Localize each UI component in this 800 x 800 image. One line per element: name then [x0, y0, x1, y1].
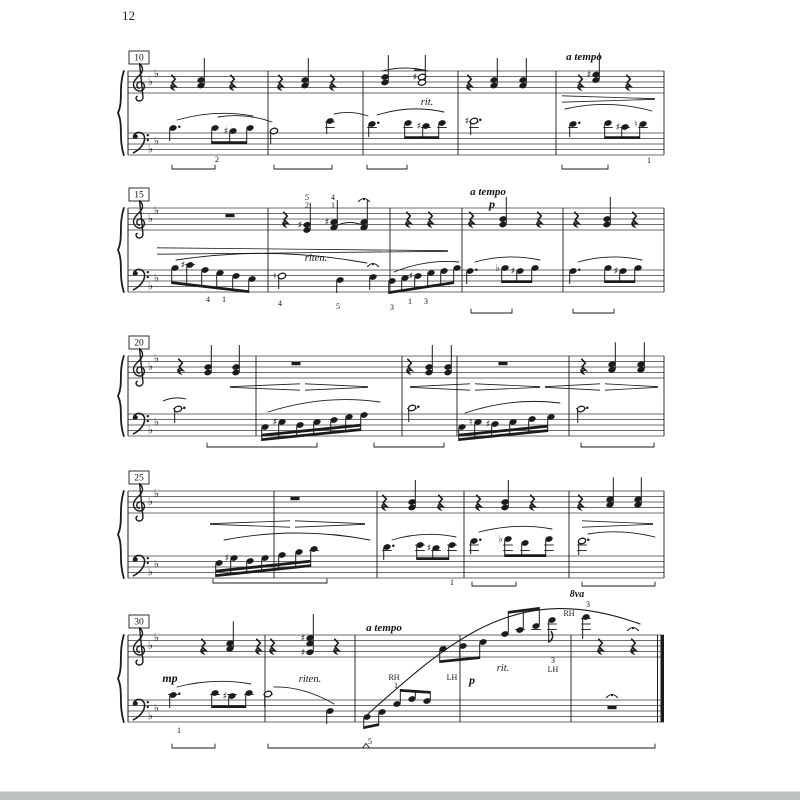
fingering-number: 1	[222, 295, 226, 304]
path	[118, 356, 124, 436]
key-flat: ♭	[153, 486, 160, 500]
accidental-natural: ♮	[634, 119, 638, 131]
key-flat: ♭	[153, 351, 160, 365]
slur	[475, 257, 540, 262]
key-flat: ♭	[153, 271, 160, 285]
measure-number: 15	[134, 190, 144, 201]
measure-number: 10	[134, 53, 144, 64]
decrescendo-hairpin	[475, 384, 540, 387]
accidental-sharp: ♯	[613, 266, 619, 278]
pedal-bracket	[582, 582, 655, 586]
measure-number: 25	[134, 473, 144, 484]
accidental-flat: ♭	[495, 263, 501, 275]
accidental-sharp: ♯	[223, 126, 229, 138]
accidental-sharp: ♯	[324, 217, 330, 229]
path	[133, 349, 144, 376]
path	[133, 64, 144, 91]
augmentation-dot	[392, 545, 395, 548]
slur	[465, 401, 560, 413]
fingering-number: 3	[586, 600, 590, 609]
crescendo-hairpin	[545, 384, 600, 387]
whole-rest	[226, 214, 235, 217]
fingering-number: 1	[647, 156, 651, 165]
key-flat: ♭	[147, 279, 154, 293]
brace	[118, 356, 124, 436]
accidental-flat: ♭	[498, 534, 504, 546]
ritardando-marking: riten.	[298, 674, 322, 685]
slur	[578, 257, 642, 262]
pedal-bracket	[374, 443, 444, 447]
augmentation-dot	[377, 122, 380, 125]
fingering-number: 2	[215, 155, 219, 164]
fingering-number: RH	[563, 609, 575, 618]
pedal-bracket	[172, 744, 215, 748]
beam	[502, 280, 532, 283]
decrescendo-hairpin	[605, 384, 658, 387]
augmentation-dot	[417, 406, 420, 409]
decrescendo-hairpin	[305, 384, 368, 387]
decrescendo-hairpin	[475, 387, 540, 390]
accidental-sharp: ♯	[426, 543, 432, 555]
ritardando-marking: riten.	[304, 253, 328, 264]
beam	[212, 705, 246, 708]
augmentation-dot	[578, 122, 581, 125]
fingering-number: LH	[446, 673, 458, 682]
fingering-number: 3	[424, 297, 428, 306]
pedal-bracket	[472, 582, 516, 586]
crescendo-hairpin	[230, 387, 300, 390]
augmentation-dot	[183, 407, 186, 410]
ritardando-marking: rit.	[420, 97, 434, 108]
key-flat: ♭	[147, 212, 154, 226]
key-flat: ♭	[147, 495, 154, 509]
slur	[588, 532, 655, 537]
brace	[118, 635, 124, 722]
fingering-number: 4	[278, 299, 282, 308]
grand-staff-system-20	[118, 336, 664, 447]
pedal-bracket	[367, 165, 407, 169]
key-flat: ♭	[153, 415, 160, 429]
crescendo-hairpin	[210, 521, 290, 524]
path	[118, 491, 124, 578]
beam	[605, 280, 635, 283]
fermata	[359, 198, 370, 201]
slur	[177, 681, 251, 687]
octave-marking: 8va	[569, 589, 585, 600]
beam	[605, 136, 640, 139]
key-flat: ♭	[147, 75, 154, 89]
fingering-number: 4	[206, 295, 210, 304]
beam	[505, 554, 546, 557]
brace	[118, 71, 124, 155]
pedal-bracket	[172, 165, 215, 169]
accidental-sharp: ♯	[586, 69, 592, 81]
beam	[212, 141, 247, 144]
accidental-sharp: ♯	[222, 691, 228, 703]
augmentation-dot	[475, 269, 478, 272]
path	[133, 628, 144, 655]
beam	[364, 723, 379, 729]
fingering-number: LH	[547, 665, 559, 674]
grand-staff-system-10	[118, 51, 664, 169]
whole-rest	[292, 362, 301, 365]
decrescendo-hairpin	[582, 521, 653, 524]
accidental-sharp: ♯	[180, 260, 186, 272]
decrescendo-hairpin	[582, 524, 653, 527]
accidental-sharp: ♯	[412, 72, 418, 84]
augmentation-dot	[479, 539, 482, 542]
decrescendo-hairpin	[562, 96, 655, 99]
accidental-sharp: ♯	[464, 116, 470, 128]
brace	[118, 208, 124, 292]
key-flat: ♭	[153, 66, 160, 80]
page-number: 12	[122, 8, 135, 23]
key-flat: ♭	[147, 142, 154, 156]
key-flat: ♭	[147, 709, 154, 723]
pedal-bracket	[207, 443, 317, 447]
fermata	[368, 263, 379, 266]
key-flat: ♭	[153, 701, 160, 715]
path	[118, 635, 124, 722]
beam	[172, 281, 249, 293]
slur	[163, 398, 186, 401]
beam	[405, 136, 439, 139]
pedal-bracket	[471, 309, 512, 313]
decrescendo-hairpin	[295, 524, 365, 527]
slur	[377, 109, 444, 115]
brace	[118, 491, 124, 578]
accidental-sharp: ♯	[300, 647, 306, 659]
pedal-bracket	[213, 579, 327, 583]
accidental-sharp: ♯	[272, 417, 278, 429]
accidental-sharp: ♯	[485, 419, 491, 431]
tempo-marking: a tempo	[470, 186, 506, 198]
augmentation-dot	[479, 119, 482, 122]
tempo-marking: a tempo	[366, 622, 402, 634]
decrescendo-hairpin	[562, 99, 655, 102]
dynamic-marking: p	[469, 673, 475, 687]
path	[133, 201, 144, 228]
grand-staff-system-30	[118, 589, 664, 748]
path	[133, 484, 144, 511]
accidental-sharp: ♯	[300, 633, 306, 645]
slur	[565, 104, 652, 111]
key-flat: ♭	[147, 360, 154, 374]
whole-rest	[291, 497, 300, 500]
fingering-number: 2	[305, 201, 309, 210]
augmentation-dot	[587, 539, 590, 542]
decrescendo-hairpin	[157, 251, 448, 254]
pedal-bracket	[581, 443, 654, 447]
slur	[224, 533, 370, 540]
dynamic-marking: mp	[162, 671, 178, 685]
accidental-natural: ♮	[469, 417, 473, 429]
dynamic-marking: p	[489, 197, 495, 211]
measure-number: 30	[134, 617, 144, 628]
pedal-bracket	[268, 744, 655, 748]
slur	[268, 400, 380, 412]
slur	[274, 687, 334, 704]
fingering-number: 5	[336, 302, 340, 311]
path	[118, 208, 124, 292]
page-bottom-edge	[0, 791, 800, 800]
key-flat: ♭	[153, 630, 160, 644]
tempo-marking: a tempo	[566, 51, 602, 63]
fingering-number: 5	[368, 737, 372, 746]
grand-staff-system-15	[118, 186, 664, 313]
fingering-number: 1	[331, 201, 335, 210]
path	[118, 71, 124, 155]
beam	[417, 557, 449, 560]
accidental-sharp: ♯	[510, 266, 516, 278]
pedal-bracket	[573, 309, 614, 313]
augmentation-dot	[178, 693, 181, 696]
whole-rest	[608, 706, 617, 709]
crescendo-hairpin	[210, 524, 290, 527]
pedal-bracket	[274, 165, 332, 169]
fingering-number: 1	[450, 578, 454, 587]
key-flat: ♭	[147, 565, 154, 579]
slur	[218, 116, 272, 122]
slur	[394, 261, 459, 272]
whole-rest	[499, 362, 508, 365]
accidental-sharp: ♯	[297, 219, 303, 231]
fingering-number: 4	[331, 193, 335, 202]
slur	[479, 526, 552, 532]
ritardando-marking: rit.	[496, 663, 510, 674]
fingering-number: 1	[394, 681, 398, 690]
key-flat: ♭	[153, 134, 160, 148]
grand-staff-system-25	[118, 471, 664, 587]
fingering-number: 3	[390, 303, 394, 312]
measure-number: 20	[134, 338, 144, 349]
fingering-number: 1	[408, 297, 412, 306]
slur	[176, 253, 367, 263]
fingering-number: RH	[388, 673, 400, 682]
fingering-number: 5	[305, 193, 309, 202]
crescendo-hairpin	[410, 384, 470, 387]
decrescendo-hairpin	[305, 387, 368, 390]
key-flat: ♭	[153, 557, 160, 571]
accidental-natural: ♮	[273, 271, 277, 283]
decrescendo-hairpin	[605, 387, 658, 390]
decrescendo-hairpin	[157, 248, 448, 251]
fingering-number: 1	[177, 726, 181, 735]
slur	[177, 113, 253, 120]
accidental-sharp: ♯	[615, 122, 621, 134]
fingering-number: 3	[551, 656, 555, 665]
accidental-sharp: ♯	[416, 121, 422, 133]
fermata	[628, 627, 639, 630]
augmentation-dot	[586, 407, 589, 410]
decrescendo-hairpin	[295, 521, 365, 524]
key-flat: ♭	[153, 203, 160, 217]
crescendo-hairpin	[230, 384, 300, 387]
pedal-bracket	[562, 165, 608, 169]
key-flat: ♭	[147, 423, 154, 437]
final-thick-barline	[661, 635, 665, 722]
crescendo-hairpin	[545, 387, 600, 390]
augmentation-dot	[578, 269, 581, 272]
accidental-sharp: ♯	[224, 553, 230, 565]
accidental-sharp: ♯	[408, 271, 414, 283]
augmentation-dot	[178, 126, 181, 129]
crescendo-hairpin	[410, 387, 470, 390]
key-flat: ♭	[147, 639, 154, 653]
slur	[392, 534, 456, 540]
fermata	[607, 694, 618, 697]
